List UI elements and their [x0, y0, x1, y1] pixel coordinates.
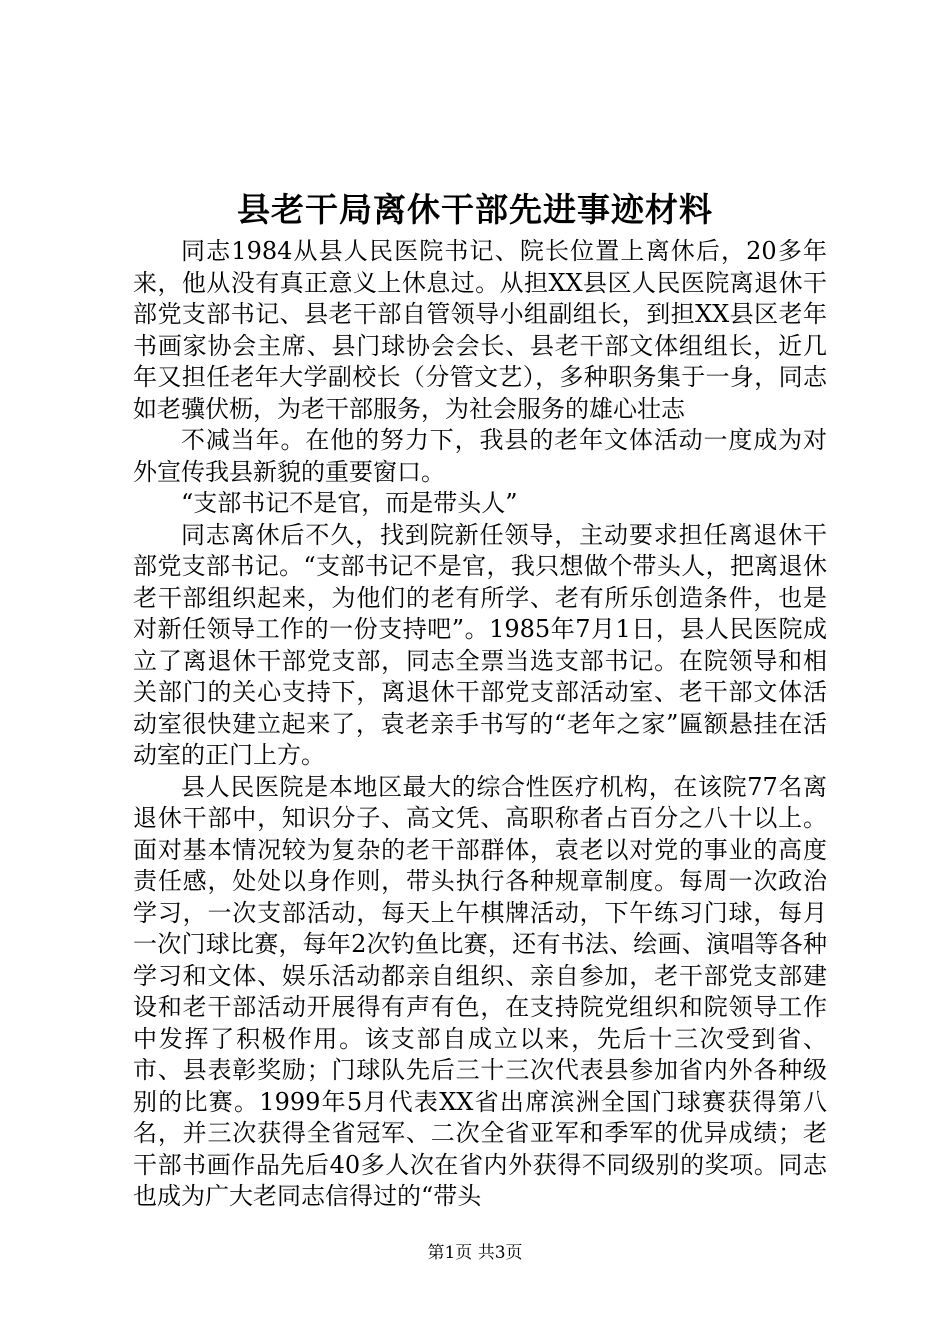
document-title: 县老干局离休干部先进事迹材料 — [237, 190, 713, 229]
paragraph: 同志离休后不久，找到院新任领导，主动要求担任离退休干部党支部书记。“支部书记不是官，我只想做个带头人，把离退休老干部组织起来，为他们的老有所学、老有所乐创造条件，也是对新任领导工作的一份支持吧”。1985年7月1日，县人民医院成立了离退休干部党支部，同志全票当选支部书记。在院领导和相关部门的关心支持下，离退休干部党支部活动室、老干部文体活动室很快建立起来了，袁老亲手书写的“老年之家”匾额悬挂在活动室的正门上方。 — [133, 520, 827, 769]
section-heading: “支部书记不是官，而是带头人” — [181, 489, 518, 517]
page-number-footer: 第1页 共3页 — [427, 1243, 523, 1263]
paragraph: 县人民医院是本地区最大的综合性医疗机构，在该院77名离退休干部中，知识分子、高文凭、高职称者占百分之八十以上。面对基本情况较为复杂的老干部群体，袁老以对党的事业的高度责任感，处处以身作则，带头执行各种规章制度。每周一次政治学习，一次支部活动，每天上午棋牌活动，下午练习门球，每月一次门球比赛，每年2次钓鱼比赛，还有书法、绘画、演唱等各种学习和文体、娱乐活动都亲自组织、亲自参加，老干部党支部建设和老干部活动开展得有声有色，在支持院党组织和院领导工作中发挥了积极作用。该支部自成立以来，先后十三次受到省、市、县表彰奖励；门球队先后三十三次代表县参加省内外各种级别的比赛。1999年5月代表XX省出席滨洲全国门球赛获得第八名，并三次获得全省冠军、二次全省亚军和季军的优异成绩；老干部书画作品先后40多人次在省内外获得不同级别的奖项。同志也成为广大老同志信得过的“带头 — [133, 772, 827, 1210]
document-body — [133, 236, 827, 1213]
paragraph: 同志1984从县人民医院书记、院长位置上离休后，20多年来，他从没有真正意义上休息过。从担XX县区人民医院离退休干部党支部书记、县老干部自管领导小组副组长，到担XX县区老年书画家协会主席、县门球协会会长、县老干部文体组组长，近几年又担任老年大学副校长（分管文艺），多种职务集于一身，同志如老骥伏枥，为老干部服务，为社会服务的雄心壮志 — [133, 237, 827, 423]
paragraph: 不减当年。在他的努力下，我县的老年文体活动一度成为对外宣传我县新貌的重要窗口。 — [133, 426, 827, 486]
